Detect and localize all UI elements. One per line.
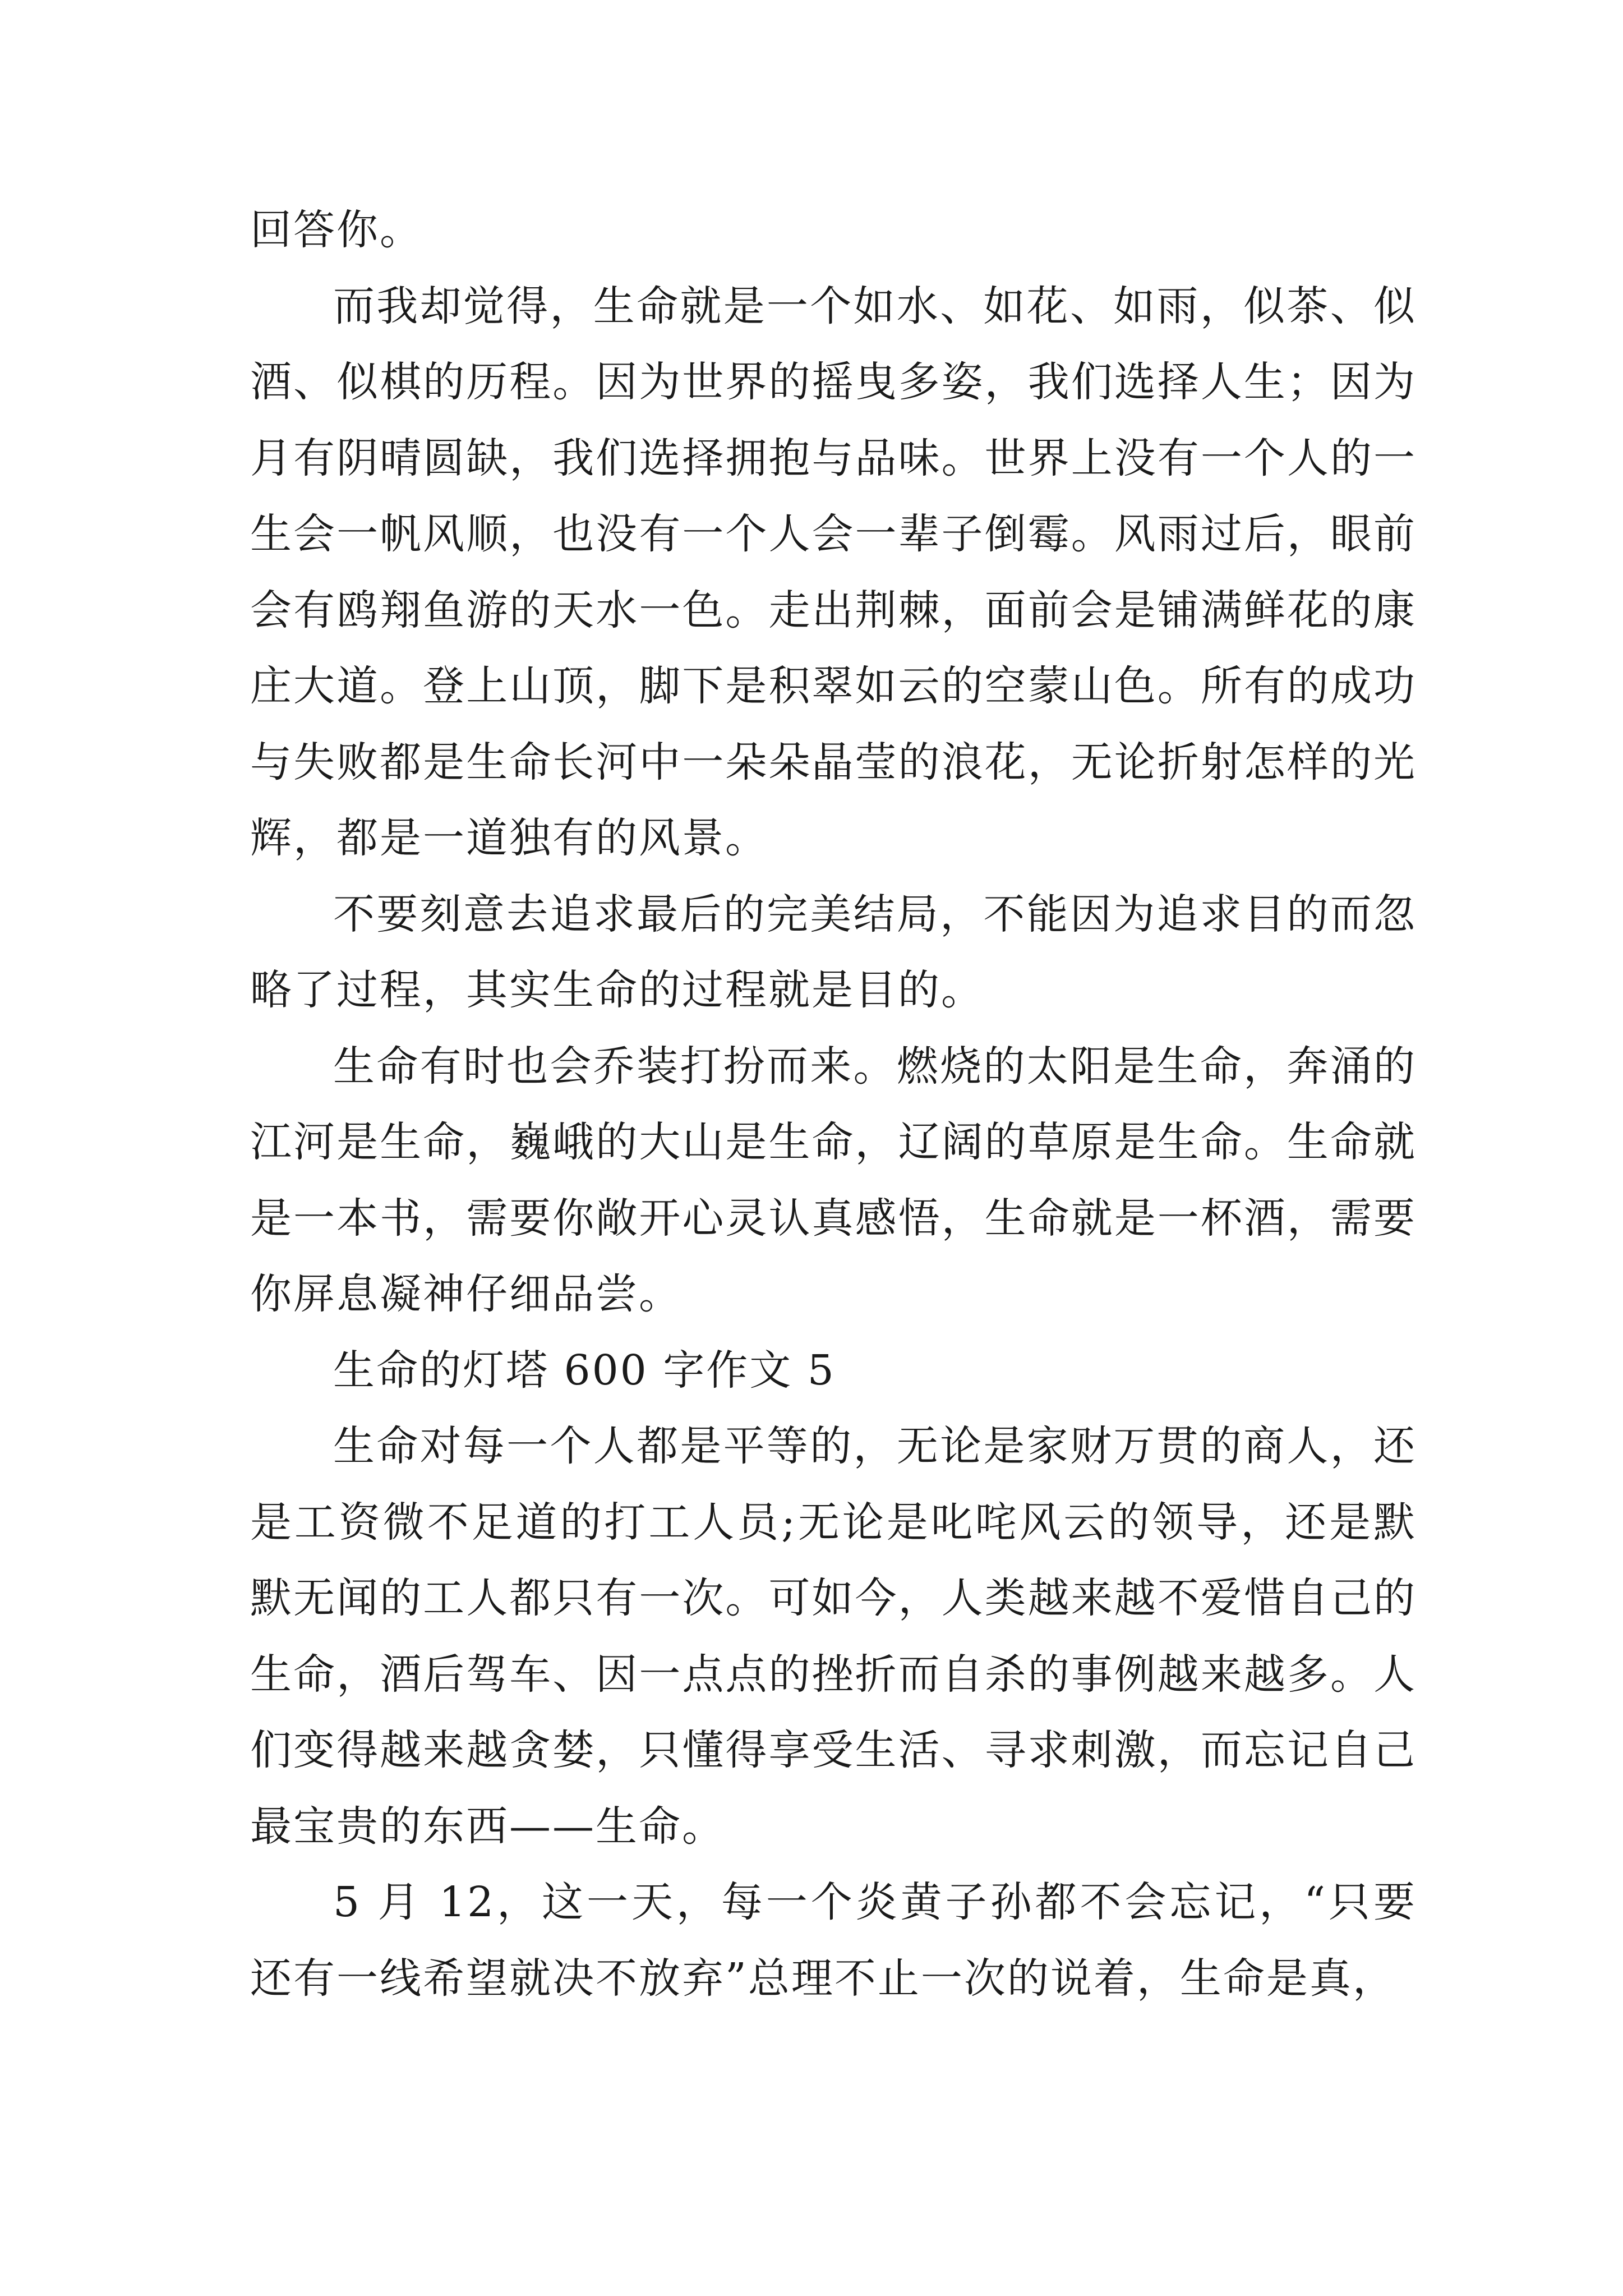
paragraph-continuation: 回答你。 (250, 206, 423, 254)
paragraph-may-12: 5 月 12，这一天，每一个炎黄子孙都不会忘记，“只要还有一线希望就决不放弃”总理不止一次的说着，生命是真， (250, 1878, 1417, 2003)
paragraph-process-is-goal: 不要刻意去追求最后的完美结局，不能因为追求目的而忽略了过程，其实生命的过程就是目的。 (250, 890, 1417, 1014)
paragraph-life-journey: 而我却觉得，生命就是一个如水、如花、如雨，似茶、似酒、似棋的历程。因为世界的摇曳多姿，我们选择人生；因为月有阴晴圆缺，我们选择拥抱与品味。世界上没有一个人的一生会一帆风顺，也没有一个人会一辈子倒霉。风雨过后，眼前会有鸥翔鱼游的天水一色。走出荆棘，面前会是铺满鲜花的康庄大道。登上山顶，脚下是积翠如云的空蒙山色。所有的成功与失败都是生命长河中一朵朵晶莹的浪花，无论折射怎样的光辉，都是一道独有的风景。 (250, 282, 1417, 862)
essay-heading: 生命的灯塔 600 字作文 5 (333, 1346, 836, 1395)
document-body (250, 192, 1417, 2017)
paragraph-life-equal: 生命对每一个人都是平等的，无论是家财万贯的商人，还是工资微不足道的打工人员;无论是叱咤风云的领导，还是默默无闻的工人都只有一次。可如今，人类越来越不爱惜自己的生命，酒后驾车、因一点点的挫折而自杀的事例越来越多。人们变得越来越贪婪，只懂得享受生活、寻求刺激，而忘记自己最宝贵的东西——生命。 (250, 1422, 1417, 1851)
paragraph-life-disguise: 生命有时也会乔装打扮而来。燃烧的太阳是生命，奔涌的江河是生命，巍峨的大山是生命，辽阔的草原是生命。生命就是一本书，需要你敞开心灵认真感悟，生命就是一杯酒，需要你屏息凝神仔细品尝。 (250, 1042, 1417, 1318)
